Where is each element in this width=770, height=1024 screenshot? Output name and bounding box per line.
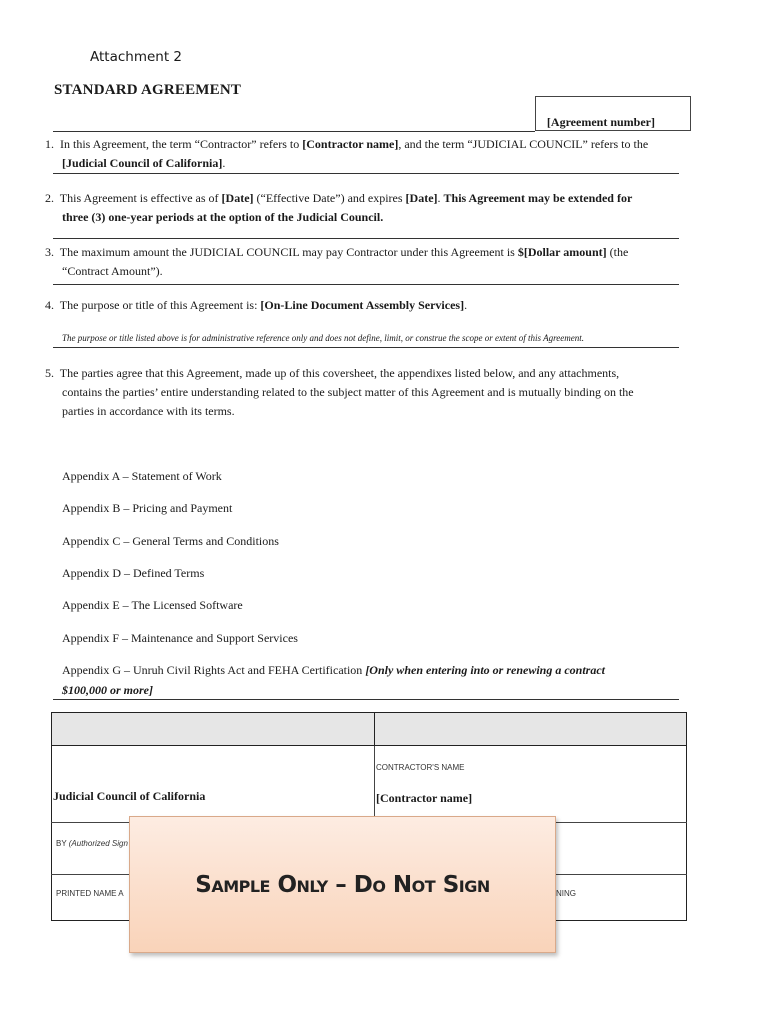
appendix-item: Appendix C – General Terms and Conditions xyxy=(62,534,279,548)
clause-2-line-1: 2. This Agreement is effective as of [Date] (“Effective Date”) and expires [Date]. This Agreement may be extended for xyxy=(45,191,633,205)
document-title: STANDARD AGREEMENT xyxy=(54,82,242,98)
clause-2-line-2: three (3) one-year periods at the option of the Judicial Council. xyxy=(62,210,384,224)
clause-1-line-2: [Judicial Council of California]. xyxy=(62,156,226,170)
left-party-name: Judicial Council of California xyxy=(53,789,206,803)
clause-3-line-2: “Contract Amount”). xyxy=(62,264,163,278)
divider xyxy=(53,347,679,348)
divider xyxy=(53,173,679,174)
by-authorized-signature-label: BY (Authorized Sign xyxy=(56,839,128,848)
appendix-item: Appendix E – The Licensed Software xyxy=(62,598,243,612)
sample-stamp-text: Sample Only – Do Not Sign xyxy=(195,871,490,898)
agreement-number-box xyxy=(535,96,691,131)
appendix-g-note-continued: $100,000 or more] xyxy=(62,683,153,697)
sample-stamp xyxy=(129,816,556,953)
clause-5-line-2: contains the parties’ entire understanding related to the subject matter of this Agreement and is mutually binding on the xyxy=(62,385,634,399)
signing-label-fragment: NING xyxy=(556,889,576,898)
appendix-item: Appendix F – Maintenance and Support Services xyxy=(62,631,298,645)
appendix-item: Appendix D – Defined Terms xyxy=(62,566,205,580)
divider xyxy=(53,284,679,285)
contractor-name-label: CONTRACTOR'S NAME xyxy=(376,763,465,772)
divider xyxy=(53,131,535,132)
clause-4-line-1: 4. The purpose or title of this Agreement is: [On-Line Document Assembly Services]. xyxy=(45,298,468,312)
divider xyxy=(53,238,679,239)
agreement-number-label: [Agreement number] xyxy=(546,115,655,129)
clause-5-line-1: 5. The parties agree that this Agreement, made up of this coversheet, the appendixes listed below, and any attachments, xyxy=(45,366,620,380)
signature-table-header-right xyxy=(374,712,687,746)
clause-5-line-3: parties in accordance with its terms. xyxy=(62,404,235,418)
clause-1-line-1: 1. In this Agreement, the term “Contractor” refers to [Contractor name], and the term “JUDICIAL COUNCIL” refers to the xyxy=(45,137,649,151)
clause-3-line-1: 3. The maximum amount the JUDICIAL COUNCIL may pay Contractor under this Agreement is $[Dollar amount] (the xyxy=(45,245,629,259)
clause-4-note: The purpose or title listed above is for administrative reference only and does not define, limit, or construe the scope or extent of this Agreement. xyxy=(62,333,584,343)
appendix-item: Appendix A – Statement of Work xyxy=(62,469,222,483)
attachment-label: Attachment 2 xyxy=(90,49,183,65)
appendix-item-g: Appendix G – Unruh Civil Rights Act and FEHA Certification [Only when entering into or renewing a contract xyxy=(62,663,606,677)
printed-name-label: PRINTED NAME A xyxy=(56,889,124,898)
signature-table-header-left xyxy=(51,712,375,746)
divider xyxy=(53,699,679,700)
appendix-item: Appendix B – Pricing and Payment xyxy=(62,501,233,515)
contractor-name-value: [Contractor name] xyxy=(376,791,473,805)
